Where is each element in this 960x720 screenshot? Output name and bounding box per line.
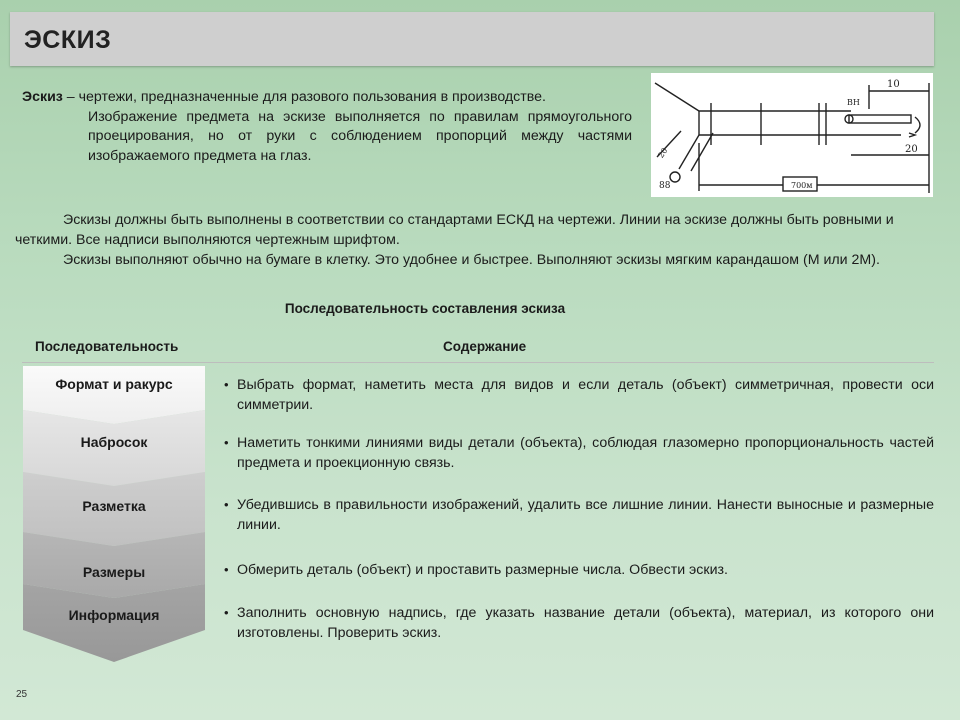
sketch-dim-20: 20 <box>905 144 918 155</box>
sketch-dim-20b: 20 <box>656 146 670 160</box>
page-number: 25 <box>16 689 28 700</box>
intro-first-line <box>22 88 632 108</box>
step-content-text: Заполнить основную надпись, где указать название детали (объекта), материал, из которого они изготовлены. Проверить эскиз. <box>237 605 934 641</box>
step-content-text: Обмерить деталь (объект) и проставить размерные числа. Обвести эскиз. <box>237 562 728 578</box>
paragraph-paper <box>15 251 935 271</box>
step-content-text: Выбрать формат, наметить места для видов и если деталь (объект) симметричная, провести оси симметрии. <box>237 377 934 413</box>
bullet-icon: • <box>224 605 229 620</box>
header-divider <box>22 362 934 363</box>
bullet-icon: • <box>224 377 229 392</box>
sequence-title: Последовательность составления эскиза <box>284 301 566 316</box>
step-label: Разметка <box>82 498 146 514</box>
bullet-icon: • <box>224 497 229 512</box>
intro-definition-text: – чертежи, предназначенные для разового пользования в производстве. <box>62 89 546 105</box>
step-content <box>224 376 934 415</box>
step-content <box>224 604 934 643</box>
step-content <box>224 496 934 535</box>
sketch-dim-700: 700м <box>791 181 813 190</box>
paragraph-paper-text: Эскизы выполняют обычно на бумаге в клетку. Это удобнее и быстрее. Выполняют эскизы мягким карандашом (М или 2М). <box>63 252 880 268</box>
page-title: ЭСКИЗ <box>24 26 112 54</box>
intro-term: Эскиз <box>22 89 63 105</box>
step-content-text: Наметить тонкими линиями виды детали (объекта), соблюдая глазомерно пропорциональность частей предмета и проекционную связь. <box>237 435 934 471</box>
step-content <box>224 434 934 473</box>
step-label: Размеры <box>82 564 146 580</box>
sketch-drawing-svg <box>651 73 933 197</box>
step-content <box>224 561 934 581</box>
sketch-dim-10: 10 <box>887 79 900 90</box>
title-bar <box>10 12 934 66</box>
sketch-drawing <box>651 73 933 197</box>
bullet-icon: • <box>224 562 229 577</box>
sketch-label-vn: ВН <box>847 98 860 107</box>
intro-rest: Изображение предмета на эскизе выполняется по правилам прямоугольного проецирования, но от руки с соблюдением пропорций между частями изображаемого предмета на глаз. <box>88 108 632 164</box>
sketch-dim-88: 88 <box>659 181 671 191</box>
step-label: Формат и ракурс <box>55 376 173 392</box>
paragraph-eskd-text: Эскизы должны быть выполнены в соответствии со стандартами ЕСКД на чертежи. Линии на эскизе должны быть ровными и четкими. Все надписи выполняются чертежным шрифтом. <box>15 212 894 248</box>
column-header-content: Содержание <box>443 339 527 354</box>
step-label: Набросок <box>80 434 148 450</box>
bullet-icon: • <box>224 435 229 450</box>
step-label: Информация <box>68 607 160 623</box>
intro-definition <box>22 88 632 166</box>
paragraph-eskd <box>15 211 935 250</box>
step-content-text: Убедившись в правильности изображений, удалить все лишние линии. Нанести выносные и размерные линии. <box>237 497 934 533</box>
column-header-sequence: Последовательность <box>35 339 179 354</box>
